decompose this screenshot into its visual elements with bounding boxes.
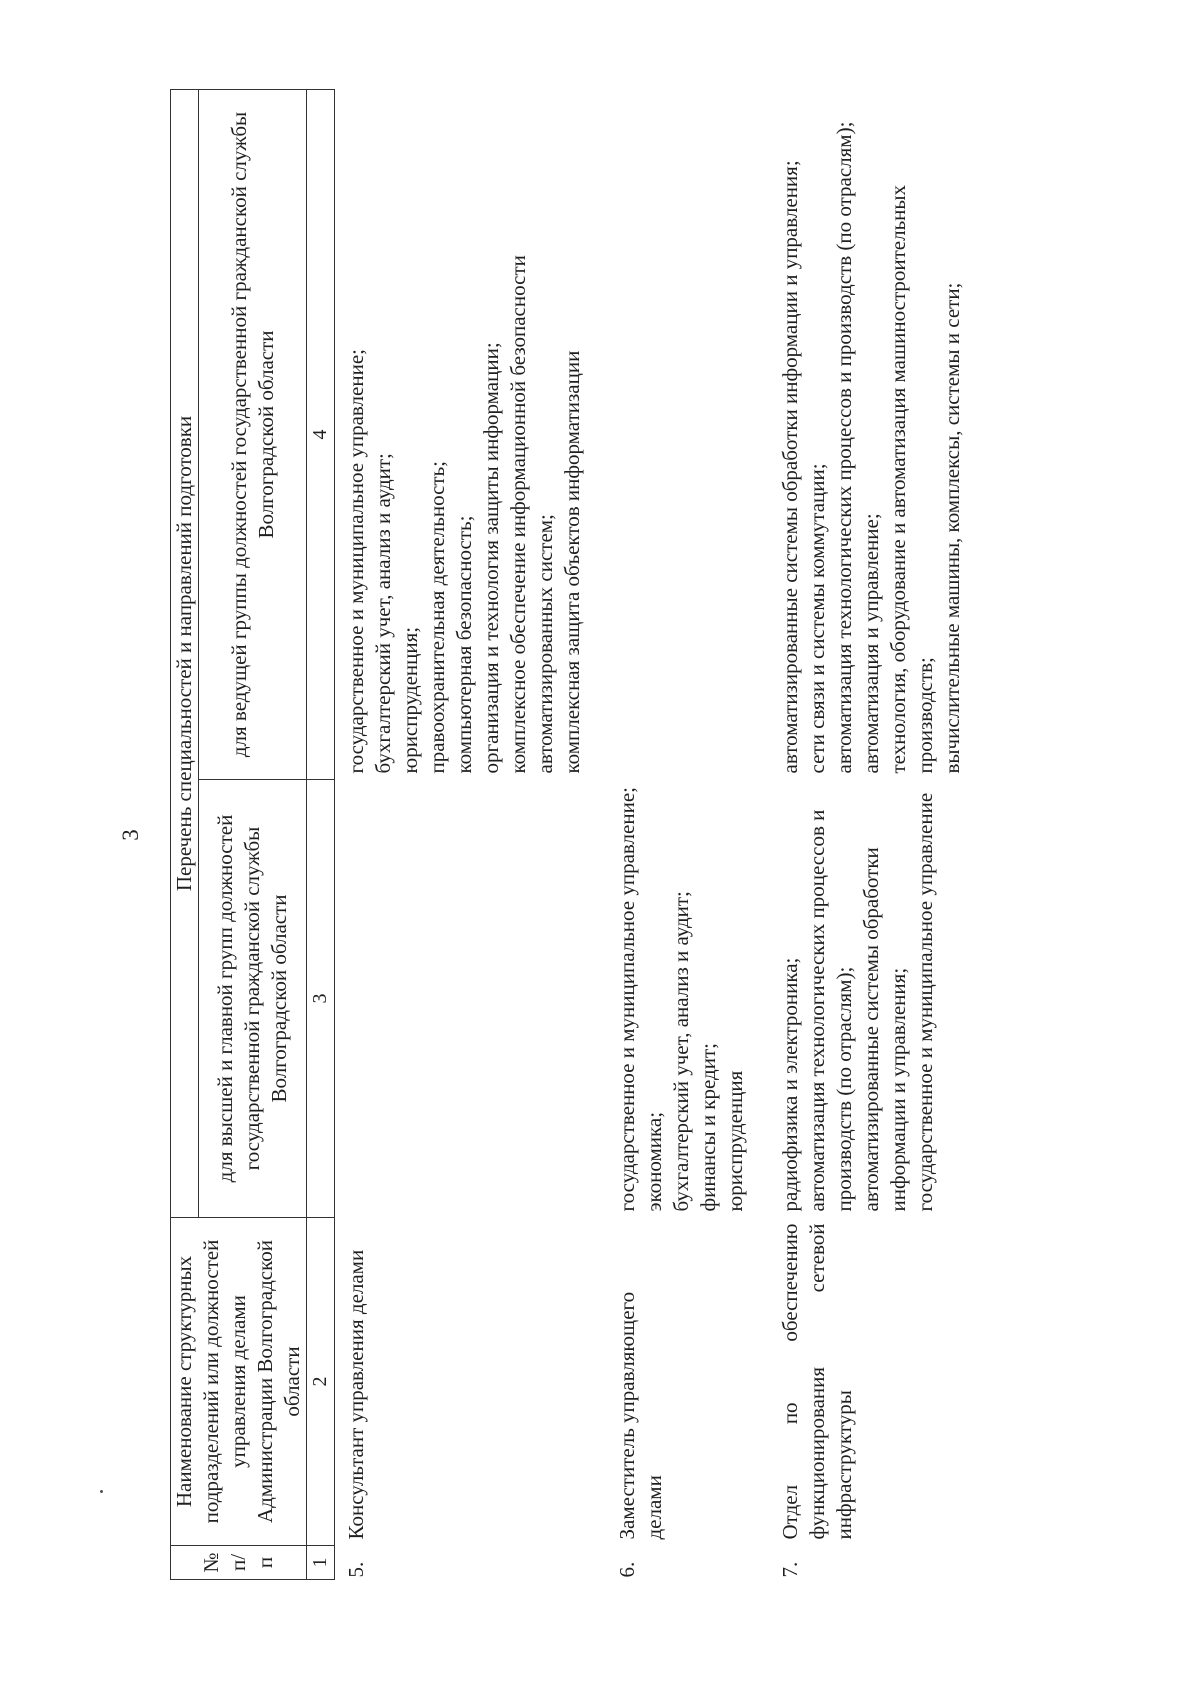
row-name: Отдел по обеспечению функционирования сетевой инфраструктуры bbox=[778, 1223, 856, 1540]
row-name: Консультант управления делами bbox=[344, 1249, 368, 1540]
row-leading-specialties bbox=[606, 90, 769, 780]
row-senior-specialties: радиофизика и электроника; автоматизация технологических процессов и производств (по отраслям); автоматизированные системы обработки информации и управления; государственное и муниципальное управление bbox=[778, 792, 937, 1212]
row-senior-specialties bbox=[335, 780, 607, 1218]
column-number-4: 4 bbox=[307, 90, 335, 780]
row-number: 6. bbox=[615, 1561, 639, 1578]
specialties-table bbox=[170, 89, 986, 1580]
row-senior-specialties: государственное и муниципальное управление; экономика; бухгалтерский учет, анализ и аудит; финансы и кредит; юриспруденция bbox=[615, 787, 747, 1212]
row-leading-specialties: автоматизированные системы обработки информации и управления; сети связи и системы коммутации; автоматизация технологических процессов и производств (по отраслям); автоматизация и управление; технология, оборудование и автоматизация машиностроительных производств; вычислительные машины, комплексы, системы и сети; bbox=[778, 121, 964, 774]
rotated-sheet bbox=[118, 90, 1050, 1580]
header-number: № п/п bbox=[171, 1546, 307, 1580]
scan-speck bbox=[100, 1490, 103, 1493]
row-number: 7. bbox=[778, 1561, 802, 1578]
column-number-2: 2 bbox=[307, 1218, 335, 1546]
table-row bbox=[335, 90, 607, 1580]
page-number: 3 bbox=[118, 829, 143, 841]
header-name: Наименование структурных подразделений или должностей управления делами Администрации Волгоградской области bbox=[171, 1218, 307, 1546]
column-number-3: 3 bbox=[307, 780, 335, 1218]
table-row bbox=[769, 90, 986, 1580]
row-name: Заместитель управляющего делами bbox=[615, 1291, 666, 1540]
header-specialties-group: Перечень специальностей и направлений подготовки bbox=[171, 90, 199, 1218]
header-leading-group: для ведущей группы должностей государственной гражданской службы Волгоградской области bbox=[199, 90, 307, 780]
table-row bbox=[606, 90, 769, 1580]
row-leading-specialties: государственное и муниципальное управление; бухгалтерский учет, анализ и аудит; юриспруденция; правоохранительная деятельность; компьютерная безопасность; организация и технология защиты информации; комплексное обеспечение информационной безопасности автоматизированных систем; комплексная защита объектов информатизации bbox=[344, 255, 584, 774]
header-senior-groups: для высшей и главной групп должностей государственной гражданской службы Волгоградской области bbox=[199, 780, 307, 1218]
row-number: 5. bbox=[344, 1561, 368, 1578]
column-number-1: 1 bbox=[307, 1546, 335, 1580]
